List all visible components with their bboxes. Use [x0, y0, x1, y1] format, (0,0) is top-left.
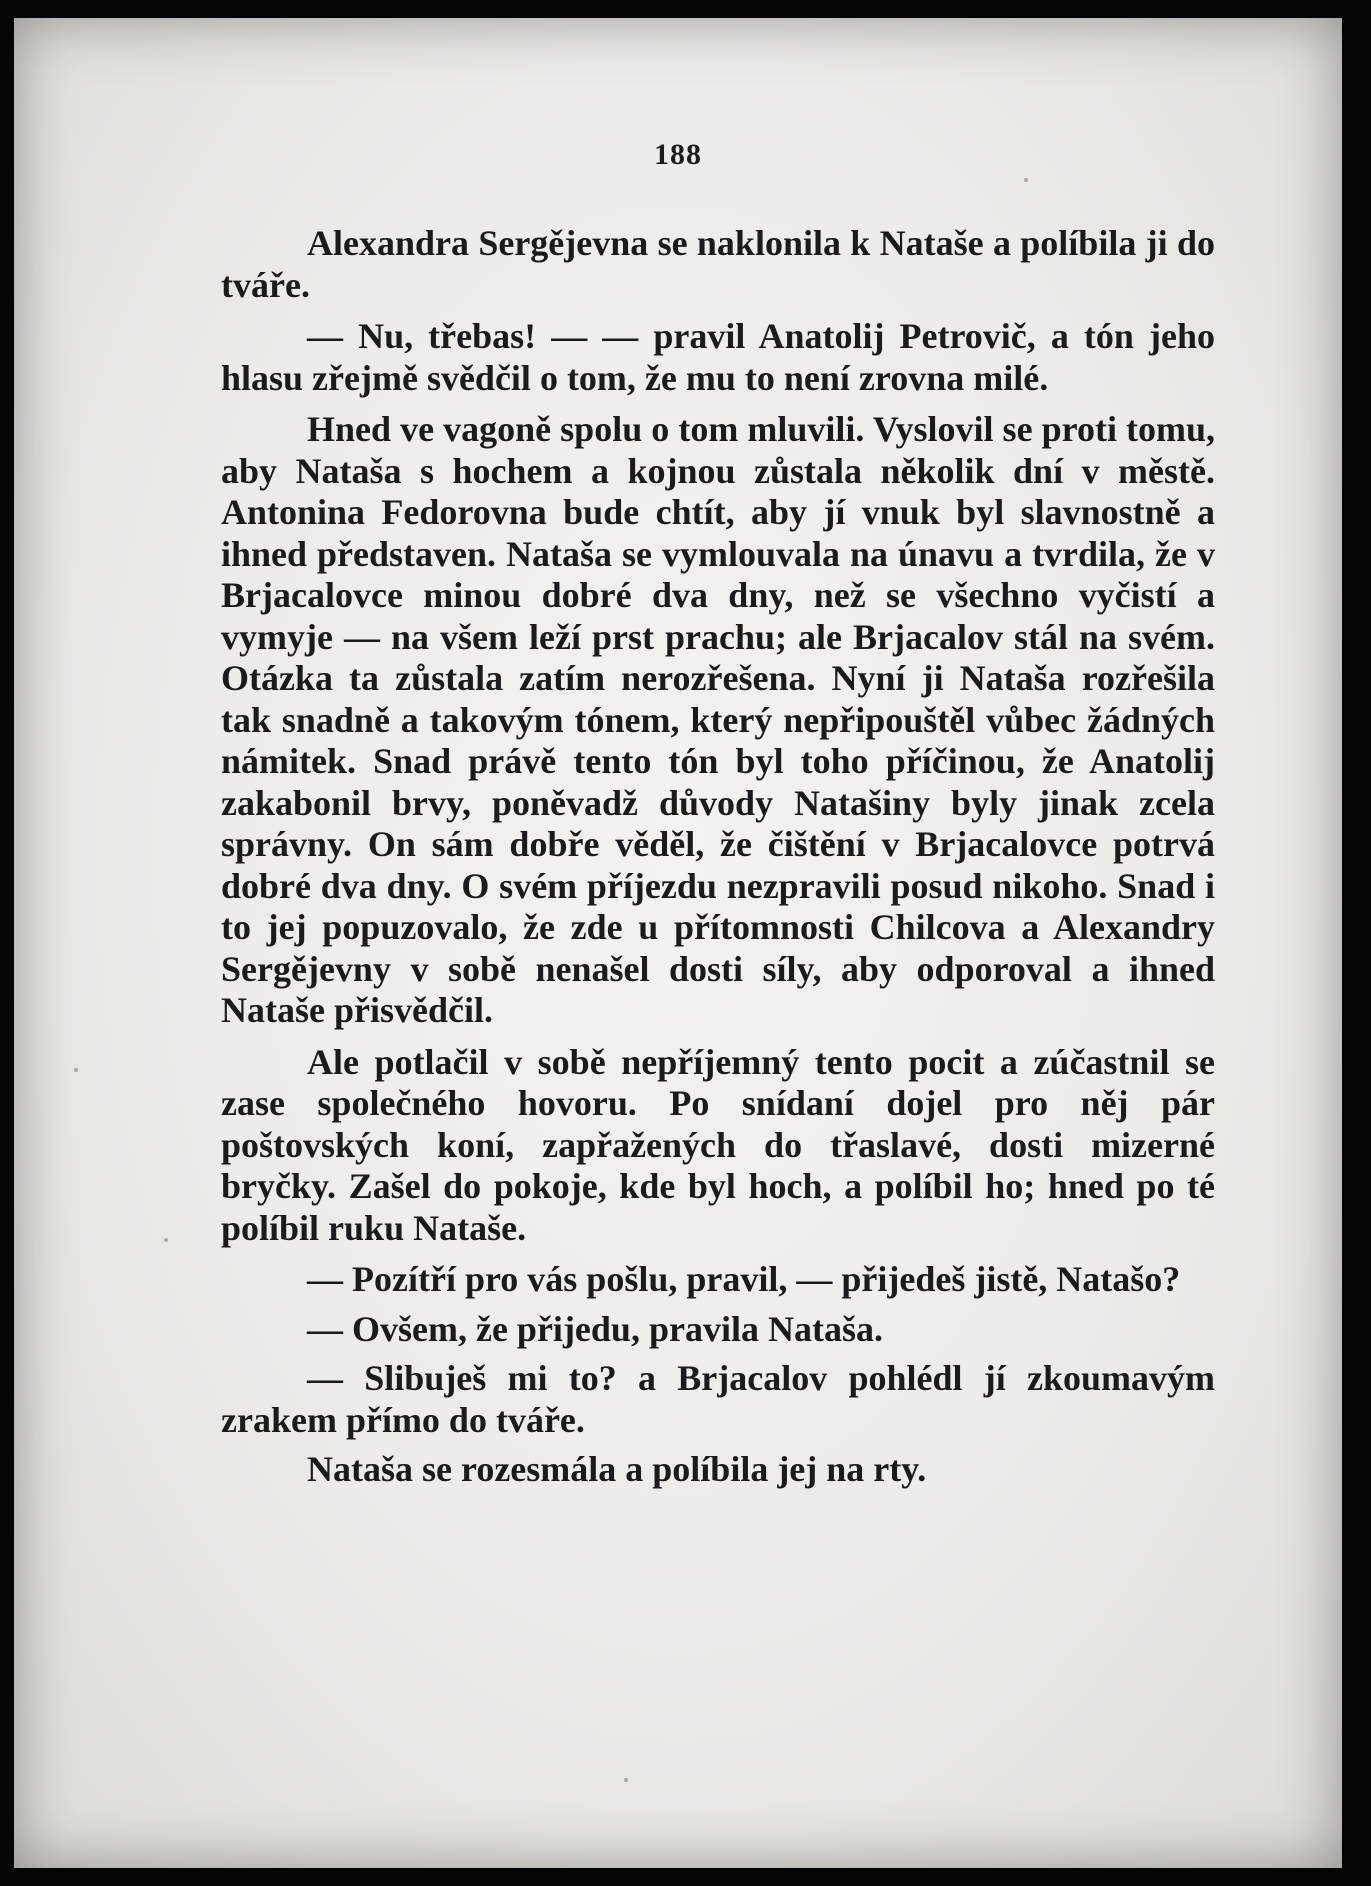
paragraph: — Slibuješ mi to? a Brjacalov pohlédl jí zkoumavým zrakem přímo do tváře.: [221, 1358, 1215, 1440]
paragraph: Hned ve vagoně spolu o tom mluvili. Vyslovil se proti tomu, aby Nataša s hochem a kojnou zůstala několik dní v městě. Antonina Fedorovna bude chtít, aby jí vnuk byl slavnostně a ihned představen. Nataša se vymlouvala na únavu a tvrdila, že v Brjacalovce minou dobré dva dny, než se všechno vyčistí a vymyje — na všem leží prst prachu; ale Brjacalov stál na svém. Otázka ta zůstala zatím nerozřešena. Nyní ji Nataša rozřešila tak snadně a takovým tónem, který nepřipouštěl vůbec žádných námitek. Snad právě tento tón byl toho příčinou, že Anatolij zakabonil brvy, poněvadž důvody Natašiny byly jinak zcela správny. On sám dobře věděl, že čištění v Brjacalovce potrvá dobré dva dny. O svém příjezdu nezpravili posud nikoho. Snad i to jej popuzovalo, že zde u přítomnosti Chilcova a Alexandry Sergějevny v sobě nenašel dosti síly, aby odporoval a ihned Nataše přisvědčil.: [221, 409, 1215, 1030]
paper-speck: [624, 1778, 628, 1782]
body-text: [221, 223, 1215, 1501]
paragraph: Alexandra Sergějevna se naklonila k Nataše a políbila ji do tváře.: [221, 223, 1215, 305]
page-number: 188: [654, 138, 702, 171]
book-page: [14, 18, 1342, 1868]
paper-speck: [74, 1068, 78, 1072]
paper-speck: [1024, 178, 1028, 182]
paper-speck: [164, 1238, 168, 1242]
paragraph: Ale potlačil v sobě nepříjemný tento pocit a zúčastnil se zase společného hovoru. Po snídaní dojel pro něj pár poštovských koní, zapřažených do třaslavé, dosti mizerné bryčky. Zašel do pokoje, kde byl hoch, a políbil ho; hned po té políbil ruku Nataše.: [221, 1041, 1215, 1248]
paragraph: — Nu, třebas! — — pravil Anatolij Petrovič, a tón jeho hlasu zřejmě svědčil o tom, že mu to není zrovna milé.: [221, 316, 1215, 398]
paragraph: — Pozítří pro vás pošlu, pravil, — přijedeš jistě, Natašo?: [307, 1259, 1181, 1299]
paragraph: Nataša se rozesmála a políbila jej na rty.: [307, 1449, 927, 1489]
paragraph: — Ovšem, že přijedu, pravila Nataša.: [307, 1308, 883, 1349]
